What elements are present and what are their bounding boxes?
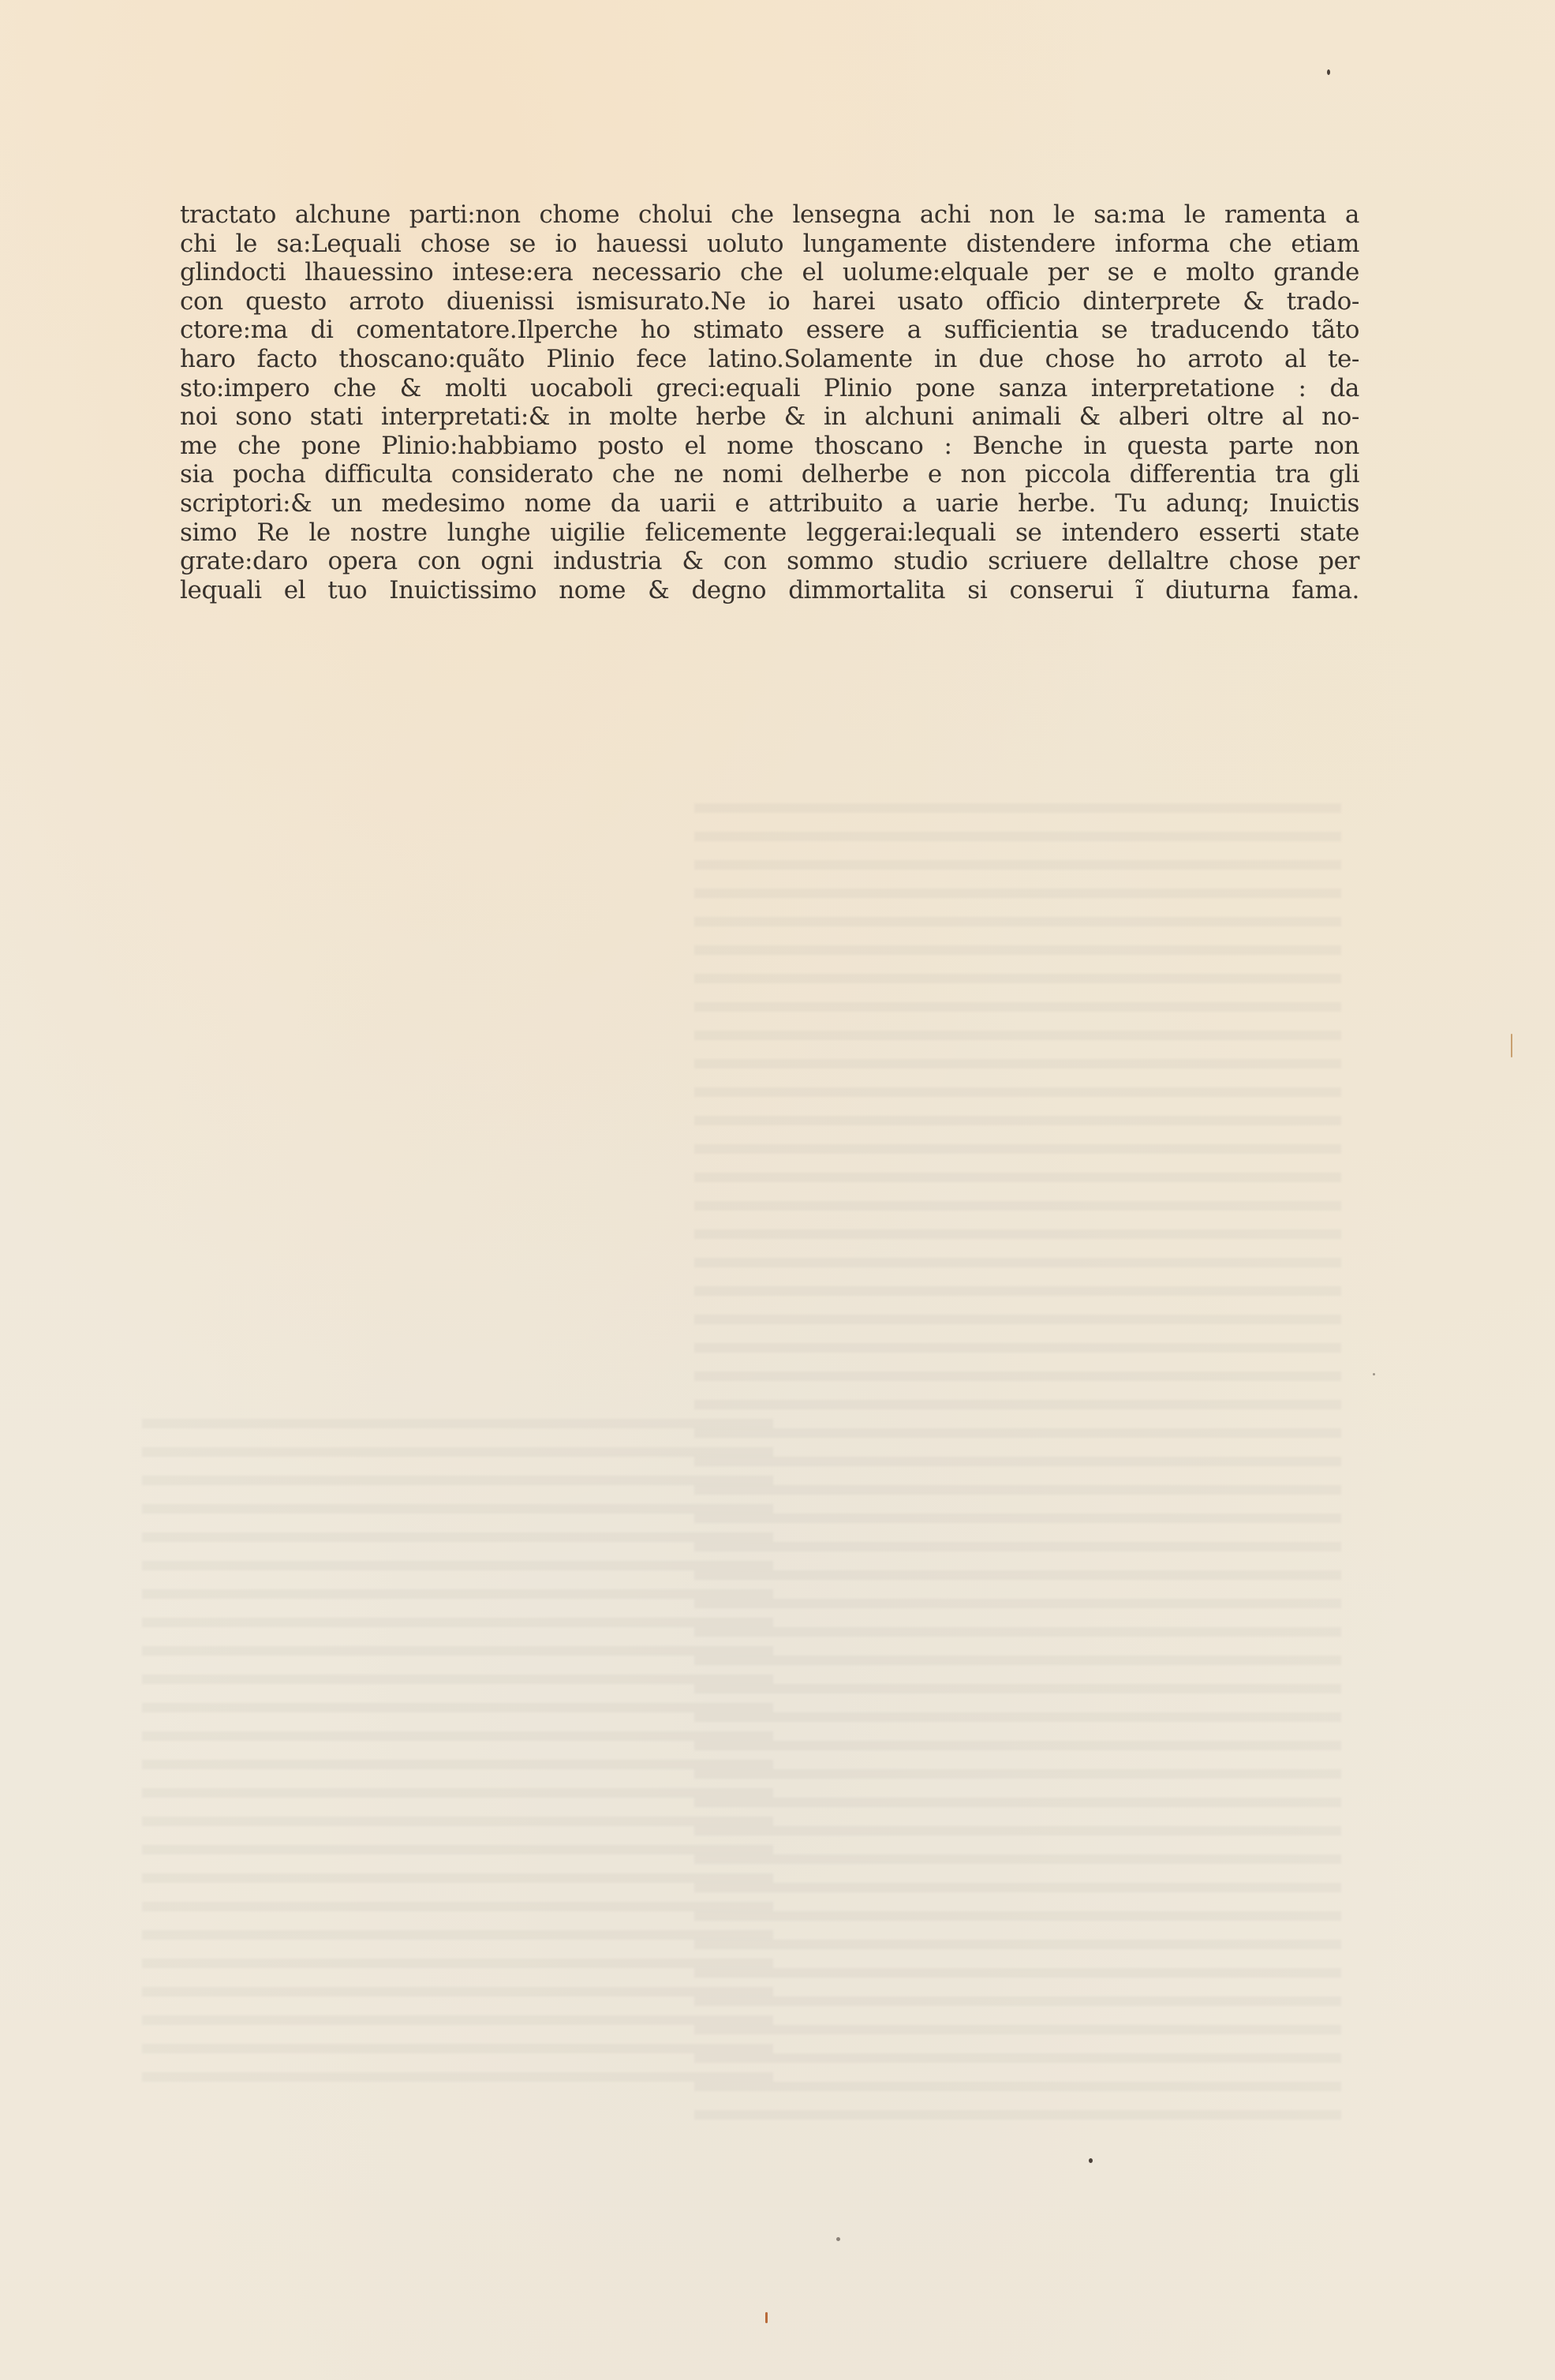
paper-speck <box>765 2312 768 2323</box>
text-line: scriptori:& un medesimo nome da uarii e attribuito a uarie herbe. Tu adunq; Inuictis <box>180 488 1359 518</box>
text-line-final: lequali el tuo Inuictissimo nome & degno dimmortalita si conserui ĩ diuturna fama. <box>180 575 1359 604</box>
paper-speck <box>1327 69 1330 75</box>
text-line: simo Re le nostre lunghe uigilie felicemente leggerai:lequali se intendero esserti state <box>180 518 1359 547</box>
text-line: sia pocha difficulta considerato che ne nomi delherbe e non piccola differentia tra gli <box>180 460 1359 489</box>
text-line: noi sono stati interpretati:& in molte herbe & in alchuni animali & alberi oltre al no- <box>180 402 1359 432</box>
text-line: ctore:ma di comentatore.Ilperche ho stimato essere a sufficientia se traducendo tãto <box>180 316 1359 345</box>
paper-speck <box>1511 1034 1512 1057</box>
text-line: haro facto thoscano:quãto Plinio fece latino.Solamente in due chose ho arroto al te- <box>180 344 1359 373</box>
verso-show-through-lower <box>142 1405 773 2083</box>
text-line: con questo arroto diuenissi ismisurato.Ne io harei usato officio dinterprete & trado- <box>180 286 1359 316</box>
text-line: glindocti lhauessino intese:era necessario che el uolume:elquale per se e molto grande <box>180 258 1359 287</box>
text-line: chi le sa:Lequali chose se io hauessi uoluto lungamente distendere informa che etiam <box>180 229 1359 258</box>
text-line: grate:daro opera con ogni industria & con sommo studio scriuere dellaltre chose per <box>180 547 1359 576</box>
paper-speck <box>1373 1373 1375 1375</box>
body-text-block <box>180 200 1359 604</box>
text-line: tractato alchune parti:non chome cholui che lensegna achi non le sa:ma le ramenta a <box>180 200 1359 229</box>
paper-speck <box>836 2237 840 2241</box>
text-line: sto:impero che & molti uocaboli greci:equali Plinio pone sanza interpretatione : da <box>180 373 1359 402</box>
text-line: me che pone Plinio:habbiamo posto el nome thoscano : Benche in questa parte non <box>180 431 1359 460</box>
paper-speck <box>1089 2158 1093 2163</box>
verso-show-through <box>694 789 1341 2131</box>
